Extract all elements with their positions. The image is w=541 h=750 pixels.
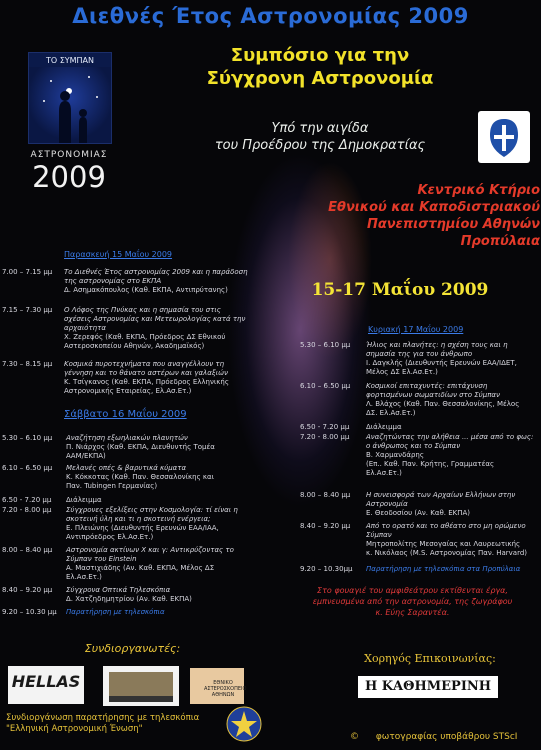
item-title: γέννηση και το θάνατο αστέρων και γαλαξιών (64, 369, 228, 377)
iya-label: ΑΣΤΡΟΝΟΜΙΑΣ (30, 150, 108, 160)
item-time: 7.30 – 8.15 μμ (2, 360, 53, 368)
item-title: αρχαιότητα (64, 324, 106, 332)
venue (280, 182, 540, 250)
item-speaker: Μητροπολίτης Μεσογαίας και Λαυρεωτικής (366, 540, 521, 548)
item-title: ο άνθρωπος και το Σύμπαν (366, 442, 461, 450)
item-speaker: (Επ.. Καθ. Παν. Κρήτης, Γραμματέας (366, 460, 495, 468)
observation-note (6, 713, 236, 735)
item-time: 6.10 – 6.50 μμ (2, 464, 53, 472)
item-speaker: Ελ.Ασ.Ετ.) (366, 469, 402, 477)
iya-logo-sky (29, 67, 111, 143)
item-speaker: Ελ.Ασ.Ετ.) (66, 573, 102, 581)
university-logo (103, 666, 179, 706)
item-speaker: Δ. Χατζηδημητρίου (Αν. Καθ. ΕΚΠΑ) (66, 595, 192, 603)
item-title: της αστρονομίας στο ΕΚΠΑ (64, 277, 162, 285)
item-title: Σύγχρονες εξελίξεις στην Κοσμολογία: τί είναι η (66, 506, 238, 514)
item-title: Σύμπαν του Einstein (66, 555, 137, 563)
item-time: 8.00 – 8.40 μμ (300, 491, 351, 499)
item-speaker: Β. Χαρμανδάρης (366, 451, 424, 459)
item-title: Διάλειμμα (366, 423, 402, 431)
venue-line2: Εθνικού και Καποδιστριακού (328, 200, 540, 215)
venue-line1: Κεντρικό Κτήριο (417, 183, 540, 198)
item-title: Διάλειμμα (66, 496, 102, 504)
item-time: 8.40 – 9.20 μμ (300, 522, 351, 530)
item-title: Παρατήρηση με τηλεσκόπια (66, 608, 165, 616)
item-speaker: Λ. Βλάχος (Καθ. Παν. Θεσσαλονίκης, Μέλος (366, 400, 520, 408)
item-time: 7.00 – 7.15 μμ (2, 268, 53, 276)
observation-note-line1: Συνδιοργάνωση παρατήρησης με τηλεσκόπια (6, 713, 200, 723)
item-title: Μελανές οπές & βαρυτικά κύματα (66, 464, 187, 472)
auspices (170, 120, 470, 154)
schedule-left (0, 250, 280, 620)
item-speaker: ΔΣ. Ελ.Ασ.Ετ.) (366, 409, 416, 417)
item-title: Παρατήρηση με τηλεσκόπια στα Προπύλαια (366, 565, 521, 573)
item-speaker: Ι. Δαγκλής (Διευθυντής Ερευνών ΕΑΑ/ΙΔΕΤ, (366, 359, 517, 367)
item-title: σημασία της για τον άνθρωπο (366, 350, 473, 358)
item-time: 5.30 – 6.10 μμ (2, 434, 53, 442)
day2-heading: Σάββατο 16 Μαΐου 2009 (64, 409, 187, 420)
item-speaker: Α. Μαστιχιάδης (Αν. Καθ. ΕΚΠΑ, Μέλος ΔΣ (66, 564, 215, 572)
item-speaker: Αστεροσκοπείου Αθηνών, Ακαδημαϊκός) (64, 342, 205, 350)
main-title: Διεθνές Έτος Αστρονομίας 2009 (72, 4, 469, 28)
copyright-icon: © (350, 732, 359, 742)
coorganizers-heading: Συνδιοργανωτές: (84, 642, 181, 655)
item-speaker: ΑΑΜ/ΕΚΠΑ) (66, 452, 106, 460)
item-title: Κοσμικοί επιταχυντές: επιτάχυνση (366, 382, 488, 390)
item-speaker: Ε. Θεοδοσίου (Αν. Καθ. ΕΚΠΑ) (366, 509, 470, 517)
item-time: 7.20 - 8.00 μμ (2, 506, 52, 514)
day3-heading: Κυριακή 17 Μαΐου 2009 (368, 325, 464, 334)
item-title: Σύμπαν (366, 531, 392, 539)
observatory-logo-text: ΕΘΝΙΚΟ ΑΣΤΕΡΟΣΚΟΠΕΙΟ ΑΘΗΝΩΝ (204, 680, 247, 698)
observation-note-line2: "Ελληνική Αστρονομική Ένωση" (6, 724, 143, 734)
item-time: 8.00 – 8.40 μμ (2, 546, 53, 554)
symposium-title-line2: Σύγχρονη Αστρονομία (206, 68, 434, 89)
item-time: 7.15 – 7.30 μμ (2, 306, 53, 314)
item-title: Σύγχρονα Οπτικά Τηλεσκόπια (66, 586, 171, 594)
greek-emblem-icon (478, 111, 530, 163)
item-speaker: Ε. Πλειώνης (Διευθυντής Ερευνών ΕΑΑ/ΙΑΑ, (66, 524, 219, 532)
item-speaker: Δ. Ασημακόπουλος (Καθ. ΕΚΠΑ, Αντιπρύτανης) (64, 286, 228, 294)
item-time: 6.10 – 6.50 μμ (300, 382, 351, 390)
symposium-title-line1: Συμπόσιο για την (230, 45, 410, 66)
item-speaker: Μέλος ΔΣ Ελ.Ασ.Ετ.) (366, 368, 438, 376)
exhibition-note-line2: εμπνευσμένα από την αστρονομία, της ζωγράφου (312, 597, 513, 606)
item-title: φορτισμένων σωματιδίων στο Σύμπαν (366, 391, 500, 399)
hellas-logo (8, 666, 84, 704)
item-speaker: Κ. Κόκκοτας (Καθ. Παν. Θεσσαλονίκης και (66, 473, 215, 481)
auspices-line1: Υπό την αιγίδα (271, 121, 369, 136)
item-time: 5.30 – 6.10 μμ (300, 341, 351, 349)
exhibition-note (290, 585, 535, 618)
schedule-right (300, 325, 541, 585)
item-speaker: Παν. Tubingen Γερμανίας) (66, 482, 158, 490)
item-speaker: Κ. Τσίγκανος (Καθ. ΕΚΠΑ, Πρόεδρος Ελληνικής (64, 378, 229, 386)
item-title: Ήλιος και πλανήτες: η σχέση τους και η (366, 341, 508, 349)
item-title: Από το ορατό και το αθέατο στο μη ορώμενο (366, 522, 526, 530)
item-title: Αναζητώντας την αλήθεια ... μέσα από το φως: (366, 433, 534, 441)
item-speaker: κ. Νικόλαος (M.S. Αστρονομίας Παν. Harvard) (366, 549, 528, 557)
exhibition-note-line1: Στο φουαγιέ του αμφιθεάτρου εκτίθενται έργα, (317, 586, 508, 595)
item-title: Ο Λόφος της Πνύκας και η σημασία του στις (64, 306, 221, 314)
item-time: 9.20 – 10.30μμ (300, 565, 353, 573)
item-title: Αναζήτηση εξωηλιακών πλανητών (66, 434, 188, 442)
item-time: 6.50 - 7.20 μμ (2, 496, 52, 504)
exhibition-note-line3: κ. Εύης Σαραντέα. (375, 608, 450, 617)
venue-line3: Πανεπιστημίου Αθηνών (366, 217, 540, 232)
iya-logo (28, 52, 112, 144)
iya-year: 2009 (32, 160, 106, 194)
item-title: Το Διεθνές Έτος αστρονομίας 2009 και η παράδοση (64, 268, 248, 276)
astronomical-union-logo (226, 706, 262, 742)
iya-logo-caption: ΤΟ ΣΥΜΠΑΝ (45, 56, 95, 65)
photo-credit-text: φωτογραφίας υποβάθρου STScI (375, 732, 518, 742)
photo-credit (350, 732, 540, 742)
venue-line4: Προπύλαια (460, 234, 540, 249)
item-title: Κοσμικά πυροτεχνήματα που αναγγέλλουν τη (64, 360, 225, 368)
item-time: 6.50 - 7.20 μμ (300, 423, 350, 431)
star-emblem-icon (226, 706, 262, 742)
item-title: Η συνεισφορά των Αρχαίων Ελλήνων στην (366, 491, 516, 499)
event-dates: 15-17 Μαΐου 2009 (311, 280, 489, 300)
day1-heading: Παρασκευή 15 Μαΐου 2009 (64, 250, 173, 259)
item-speaker: Αστρονομικής Εταιρείας, Ελ.Ασ.Ετ.) (64, 387, 192, 395)
item-time: 8.40 – 9.20 μμ (2, 586, 53, 594)
item-title: σκοτεινή ύλη και τι η σκοτεινή ενέργεια; (66, 515, 211, 523)
symposium-title (170, 44, 470, 90)
kathimerini-logo: Η ΚΑΘΗΜΕΡΙΝΗ (358, 676, 498, 698)
stargazers-icon (29, 67, 111, 143)
item-time: 7.20 - 8.00 μμ (300, 433, 350, 441)
auspices-line2: του Προέδρου της Δημοκρατίας (214, 138, 426, 153)
item-speaker: Χ. Ζερεφός (Καθ. ΕΚΠΑ, Πρόεδρος ΔΣ Εθνικού (64, 333, 226, 341)
hellas-logo-text: HELLAS (11, 672, 81, 691)
item-title: Αστρονομία (366, 500, 408, 508)
item-time: 9.20 – 10.30 μμ (2, 608, 57, 616)
observatory-logo (190, 668, 247, 704)
item-speaker: Αντιπρόεδρος Ελ.Ασ.Ετ.) (66, 533, 154, 541)
media-sponsor-heading: Χορηγός Επικοινωνίας: (364, 652, 496, 665)
item-speaker: Π. Νιάρχος (Καθ. ΕΚΠΑ, Διευθυντής Τομέα (66, 443, 215, 451)
item-title: Αστρονομία ακτίνων Χ και γ: Αντικρύζοντας το (66, 546, 234, 554)
item-title: σχέσεις Αστρονομίας και Μετεωρολογίας κατά την (64, 315, 246, 323)
